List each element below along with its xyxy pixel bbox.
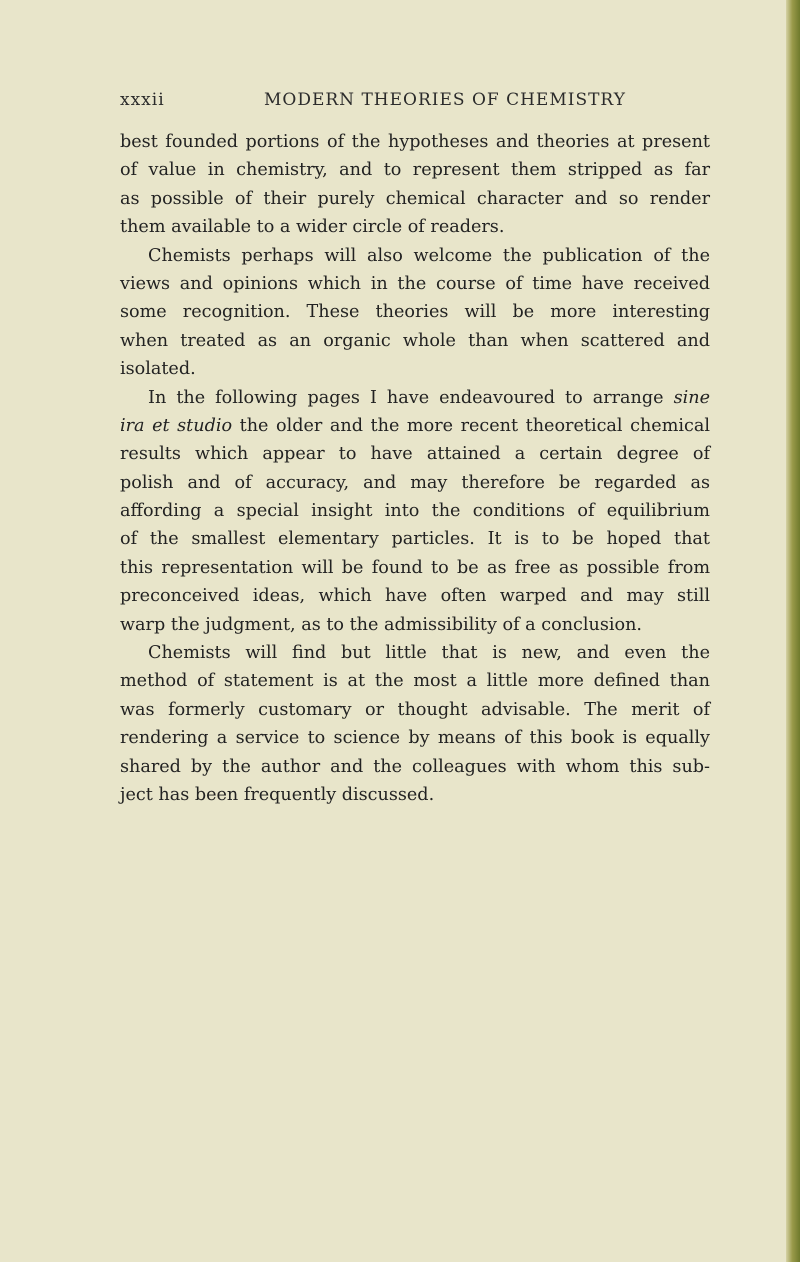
text-line: warp the judgment, as to the admissibility of a conclusion. [120,614,643,635]
text-line: Chemists will find but little that is new, and even the [148,643,710,664]
text-line: was formerly customary or thought advisable. The merit of [120,699,710,720]
text-line: rendering a service to science by means of this book is equally [120,728,710,749]
text-line: them available to a wider circle of readers. [120,217,505,238]
text-line: ira et studio the older and the more recent theoretical chemical [120,415,710,436]
text-line: method of statement is at the most a little more defined than [120,671,710,692]
text-line: In the following pages I have endeavoured to arrange sine [148,387,710,408]
text-line: shared by the author and the colleagues with whom this sub- [120,756,710,777]
text-line: preconceived ideas, which have often warped and may still [120,586,710,607]
text-line: polish and of accuracy, and may therefore be regarded as [120,472,710,493]
body-text [120,128,710,809]
text-line: views and opinions which in the course of time have received [120,273,710,294]
page-number: xxxii [120,90,165,110]
text-line: Chemists perhaps will also welcome the publication of the [148,245,710,266]
text-line: of the smallest elementary particles. It is to be hoped that [120,529,710,550]
text-line: as possible of their purely chemical character and so render [120,188,710,209]
text-line: best founded portions of the hypotheses and theories at present [120,132,710,152]
text-line: affording a special insight into the conditions of equilibrium [120,501,710,522]
text-line: when treated as an organic whole than when scattered and [120,330,710,351]
text-line: of value in chemistry, and to represent them stripped as far [120,160,710,181]
text-line: ject has been frequently discussed. [120,784,435,805]
text-line: this representation will be found to be as free as possible from [120,557,710,578]
text-line: results which appear to have attained a certain degree of [120,444,710,465]
running-title: MODERN THEORIES OF CHEMISTRY [264,90,626,110]
text-line: isolated. [120,359,196,380]
page-edge [786,0,800,1262]
text-line: some recognition. These theories will be more interesting [120,302,710,323]
page-header [120,90,720,116]
